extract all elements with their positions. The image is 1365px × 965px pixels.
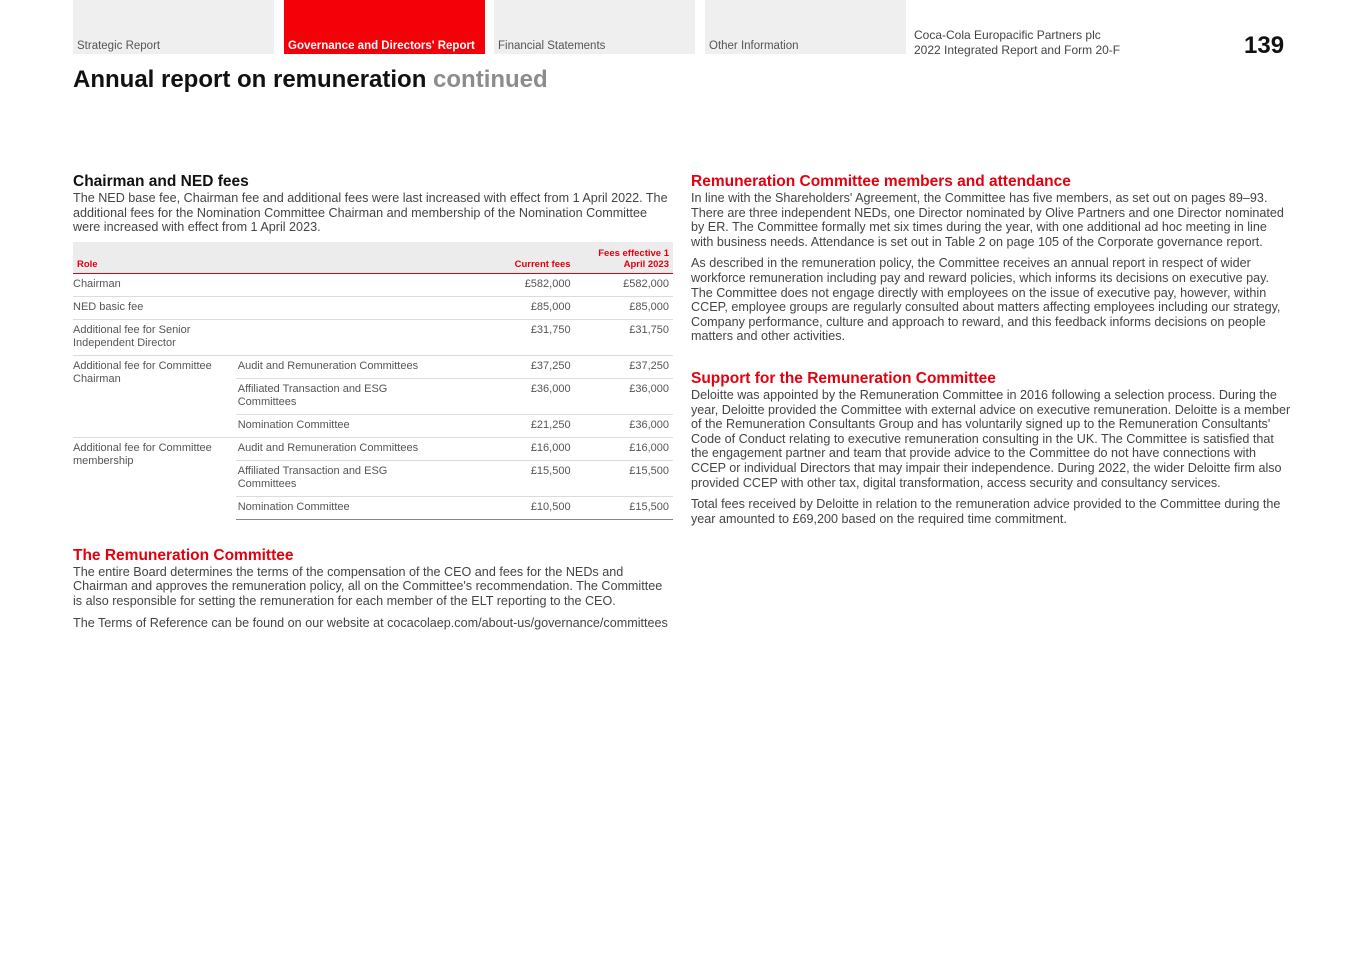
- column-header-effective: Fees effective 1 April 2023: [575, 242, 673, 274]
- table-row: [73, 437, 673, 460]
- page-title-main: Annual report on remuneration: [73, 66, 427, 93]
- table-cell-subrole: Audit and Remuneration Committees: [236, 437, 449, 460]
- table-cell-effective: £15,500: [575, 460, 673, 496]
- page-number: 139: [1244, 32, 1285, 59]
- table-cell-current: £582,000: [449, 273, 574, 296]
- table-header-row: [73, 242, 673, 274]
- left-column: [73, 172, 673, 637]
- section-heading: Support for the Remuneration Committee: [691, 369, 996, 387]
- tab-other-information[interactable]: [705, 0, 906, 54]
- report-identity: [914, 28, 1120, 58]
- table-cell-role: Additional fee for Senior Independent Director: [73, 319, 236, 355]
- table-cell-current: £21,250: [449, 414, 574, 437]
- table-cell-role: Additional fee for Committee Chairman: [73, 355, 236, 437]
- tab-financial-statements[interactable]: [494, 0, 695, 54]
- fees-table: [73, 242, 673, 520]
- section-heading: Chairman and NED fees: [73, 173, 249, 190]
- column-header-role: Role: [73, 242, 236, 274]
- table-row: [73, 273, 673, 296]
- table-cell-current: £16,000: [449, 437, 574, 460]
- table-row: [73, 355, 673, 378]
- table-cell-subrole: Affiliated Transaction and ESG Committees: [236, 378, 449, 414]
- section-paragraph: Deloitte was appointed by the Remuneration Committee in 2016 following a selection process. During the year, Deloitte provided the Committee with external advice on executive remuneration. Deloitte is a member of the Remuneration Consultants Group and has voluntarily signed up to the Remuneration Consultants' Code of Conduct relating to executive remuneration consulting in the UK. The Committee is satisfied that the engagement partner and team that provide advice to the Committee do not have connections with CCEP or individual Directors that may impair their independence. During 2022, the wider Deloitte firm also provided CCEP with other tax, digital transformation, access security and consultancy services.: [691, 387, 1291, 490]
- section-paragraph: The NED base fee, Chairman fee and additional fees were last increased with effect from 1 April 2022. The additional fees for the Nomination Committee Chairman and membership of the Nomination Committee were increased with effect from 1 April 2023.: [73, 191, 668, 235]
- table-cell-effective: £37,250: [575, 355, 673, 378]
- company-name: Coca-Cola Europacific Partners plc: [914, 28, 1101, 42]
- table-cell-subrole: Nomination Committee: [236, 414, 449, 437]
- report-name: 2022 Integrated Report and Form 20-F: [914, 43, 1121, 57]
- section-paragraph: In line with the Shareholders' Agreement, the Committee has five members, as set out on pages 89–93. There are three independent NEDs, one Director nominated by Olive Partners and one Director nominated by ER. The Committee formally met six times during the year, with one additional ad hoc meeting in line with business needs. Attendance is set out in Table 2 on page 105 of the Corporate governance report.: [691, 191, 1284, 249]
- table-cell-role: NED basic fee: [73, 296, 449, 319]
- column-header-subrole: [236, 242, 449, 274]
- table-cell-effective: £15,500: [575, 496, 673, 519]
- column-header-current: Current fees: [449, 242, 574, 274]
- tab-governance[interactable]: [284, 0, 485, 54]
- table-cell-role: Additional fee for Committee membership: [73, 437, 236, 519]
- table-cell-current: £15,500: [449, 460, 574, 496]
- page-title-suffix: continued: [433, 66, 548, 93]
- right-column: [691, 172, 1291, 533]
- page-title: [73, 66, 548, 94]
- tab-label: Other Information: [709, 40, 799, 52]
- table-cell-current: £85,000: [449, 296, 574, 319]
- section-paragraph: The Terms of Reference can be found on our website at cocacolaep.com/about-us/governance/committees: [73, 615, 668, 630]
- section-heading: The Remuneration Committee: [73, 546, 294, 564]
- table-cell-current: £37,250: [449, 355, 574, 378]
- table-cell-subrole: Audit and Remuneration Committees: [236, 355, 449, 378]
- table-cell-effective: £16,000: [575, 437, 673, 460]
- table-cell-effective: £85,000: [575, 296, 673, 319]
- table-cell-current: £31,750: [449, 319, 574, 355]
- section-paragraph: As described in the remuneration policy, the Committee receives an annual report in respect of wider workforce remuneration including pay and reward policies, which informs its decisions on executive pay. The Committee does not engage directly with employees on the issue of executive pay, however, within CCEP, employee groups are regularly consulted about matters affecting employees including our strategy, Company performance, culture and approach to reward, and this feedback informs decisions on people matters and other activities.: [691, 256, 1281, 344]
- tab-label: Strategic Report: [77, 40, 161, 52]
- tab-label: Financial Statements: [498, 40, 606, 52]
- table-cell-current: £10,500: [449, 496, 574, 519]
- table-cell-effective: £31,750: [575, 319, 673, 355]
- table-row: [73, 296, 673, 319]
- table-row: [73, 319, 673, 355]
- tab-strategic-report[interactable]: [73, 0, 274, 54]
- table-cell-current: £36,000: [449, 378, 574, 414]
- section-heading: Remuneration Committee members and attendance: [691, 173, 1071, 190]
- table-cell-subrole: Affiliated Transaction and ESG Committees: [236, 460, 449, 496]
- table-cell-subrole: [236, 319, 449, 355]
- section-paragraph: Total fees received by Deloitte in relation to the remuneration advice provided to the Committee during the year amounted to £69,200 based on the required time commitment.: [691, 497, 1281, 526]
- section-paragraph: The entire Board determines the terms of the compensation of the CEO and fees for the NEDs and Chairman and approves the remuneration policy, all on the Committee's recommendation. The Committee is also responsible for setting the remuneration for each member of the ELT reporting to the CEO.: [73, 564, 663, 608]
- table-cell-effective: £36,000: [575, 378, 673, 414]
- table-cell-role: Chairman: [73, 273, 449, 296]
- table-cell-effective: £582,000: [575, 273, 673, 296]
- table-cell-subrole: Nomination Committee: [236, 496, 449, 519]
- table-cell-effective: £36,000: [575, 414, 673, 437]
- tab-label: Governance and Directors' Report: [288, 40, 475, 52]
